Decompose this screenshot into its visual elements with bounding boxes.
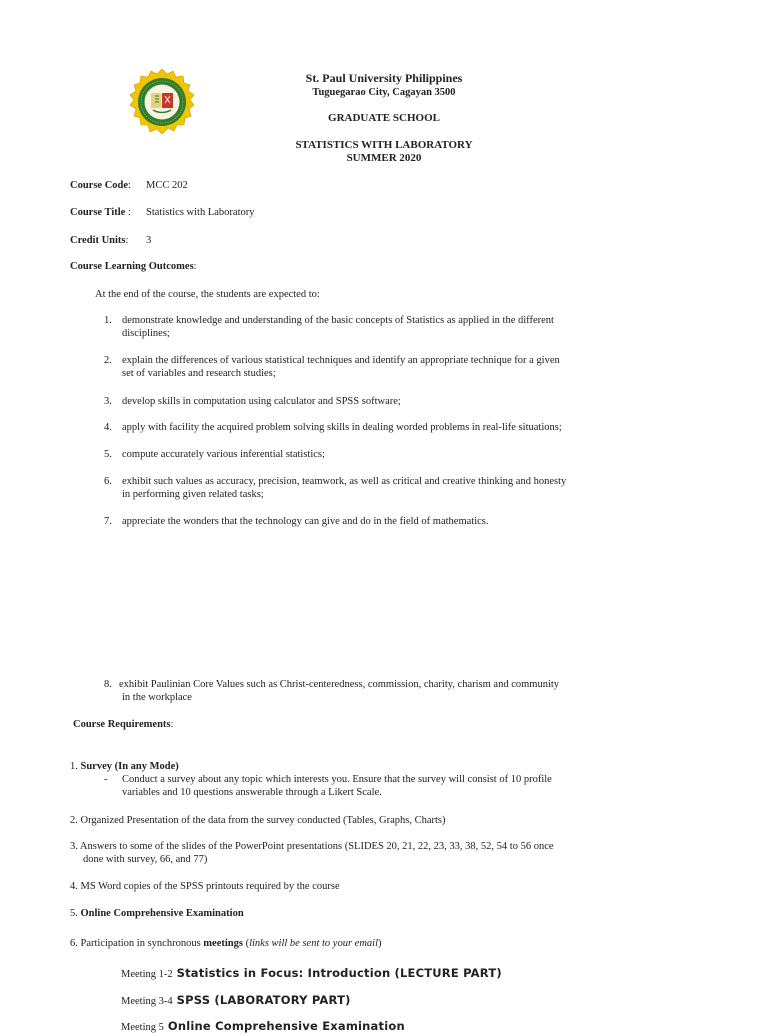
requirement-6-bold: meetings <box>203 938 243 949</box>
credit-units-label: Credit Units <box>70 235 126 246</box>
outcome-2-line2: set of variables and research studies; <box>122 368 276 379</box>
requirement-6-open: ( <box>242 938 250 949</box>
meeting-row <box>121 991 351 1009</box>
outcome-8-line2: in the workplace <box>122 692 192 703</box>
requirement-4: 4. MS Word copies of the SPSS printouts required by the course <box>70 881 340 892</box>
outcomes-heading <box>70 260 197 273</box>
course-code-sep: : <box>128 180 131 191</box>
requirements-heading-sep: : <box>170 719 174 730</box>
requirements-heading <box>73 718 173 731</box>
course-code-row <box>70 179 131 192</box>
school-name: GRADUATE SCHOOL <box>328 112 440 124</box>
credit-units-sep: : <box>125 235 129 246</box>
outcome-6-line1: exhibit such values as accuracy, precision, teamwork, as well as critical and creative thinking and honesty <box>122 476 567 487</box>
requirement-1-sub-line2: variables and 10 questions answerable through a Likert Scale. <box>122 787 382 798</box>
outcomes-heading-sep: : <box>193 261 197 272</box>
requirement-1-dash: - <box>104 774 108 785</box>
university-name: St. Paul University Philippines <box>305 71 463 85</box>
requirement-1-title: Survey (In any Mode) <box>80 761 179 772</box>
meeting-label: Meeting 1-2 <box>121 969 173 980</box>
course-title-label: Course Title <box>70 207 126 218</box>
requirement-5-title: Online Comprehensive Examination <box>80 908 244 919</box>
meeting-label: Meeting 5 <box>121 1022 164 1033</box>
requirement-6 <box>70 937 381 950</box>
course-heading: STATISTICS WITH LABORATORY <box>295 139 473 151</box>
credit-units-value: 3 <box>146 235 152 246</box>
requirement-5-num: 5. <box>70 908 78 919</box>
outcome-5-num: 5. <box>104 449 112 460</box>
outcomes-heading-text: Course Learning Outcomes <box>70 261 194 272</box>
course-code-value: MCC 202 <box>146 180 188 191</box>
outcome-1-line1: demonstrate knowledge and understanding of the basic concepts of Statistics as applied in the different <box>122 315 554 326</box>
requirement-1-num: 1. <box>70 761 78 772</box>
requirement-6-italic: links will be sent to your email <box>249 938 378 949</box>
course-code-label: Course Code <box>70 180 129 191</box>
term: SUMMER 2020 <box>346 152 422 164</box>
meeting-title: Statistics in Focus: Introduction (LECTURE PART) <box>176 966 502 980</box>
meeting-title: Online Comprehensive Examination <box>167 1019 405 1033</box>
outcome-7-line1: appreciate the wonders that the technology can give and do in the field of mathematics. <box>122 516 489 527</box>
course-title-sep: : <box>125 207 131 218</box>
outcome-4-num: 4. <box>104 422 112 433</box>
outcome-5-line1: compute accurately various inferential statistics; <box>122 449 325 460</box>
outcome-1-line2: disciplines; <box>122 328 170 339</box>
outcomes-intro: At the end of the course, the students are expected to: <box>95 289 320 300</box>
requirement-5 <box>70 907 244 920</box>
outcome-6-num: 6. <box>104 476 112 487</box>
requirement-3-line2: done with survey, 66, and 77) <box>83 854 208 865</box>
requirement-3-line1: 3. Answers to some of the slides of the PowerPoint presentations (SLIDES 20, 21, 22, 23, 33, 38, 52, 54 to 56 once <box>70 841 554 852</box>
outcome-3-line1: develop skills in computation using calculator and SPSS software; <box>122 396 401 407</box>
outcome-6-line2: in performing given related tasks; <box>122 489 264 500</box>
outcome-2-line1: explain the differences of various statistical techniques and identify an appropriate technique for a given <box>122 355 560 366</box>
requirement-6-close: ) <box>377 938 382 949</box>
requirement-2: 2. Organized Presentation of the data from the survey conducted (Tables, Graphs, Charts) <box>70 815 446 826</box>
meeting-row <box>121 964 502 982</box>
requirements-heading-text: Course Requirements <box>73 719 171 730</box>
requirement-1-sub-line1: Conduct a survey about any topic which interests you. Ensure that the survey will consist of 10 profile <box>122 774 552 785</box>
outcome-8-line1: exhibit Paulinian Core Values such as Christ-centeredness, commission, charity, charism and community <box>119 679 560 690</box>
course-title-value: Statistics with Laboratory <box>146 207 255 218</box>
university-address: Tuguegarao City, Cagayan 3500 <box>312 87 456 98</box>
outcome-3-num: 3. <box>104 396 112 407</box>
requirement-1 <box>70 760 179 773</box>
outcome-8-num: 8. <box>104 679 112 690</box>
meeting-row <box>121 1017 405 1035</box>
requirement-6-prefix: 6. Participation in synchronous <box>70 938 204 949</box>
outcome-7-num: 7. <box>104 516 112 527</box>
credit-units-row <box>70 234 128 247</box>
meeting-title: SPSS (LABORATORY PART) <box>176 993 351 1007</box>
outcome-2-num: 2. <box>104 355 112 366</box>
course-title-row <box>70 206 131 219</box>
outcome-1-num: 1. <box>104 315 112 326</box>
outcome-4-line1: apply with facility the acquired problem solving skills in dealing worded problems in real-life situations; <box>122 422 562 433</box>
meeting-label: Meeting 3-4 <box>121 996 173 1007</box>
